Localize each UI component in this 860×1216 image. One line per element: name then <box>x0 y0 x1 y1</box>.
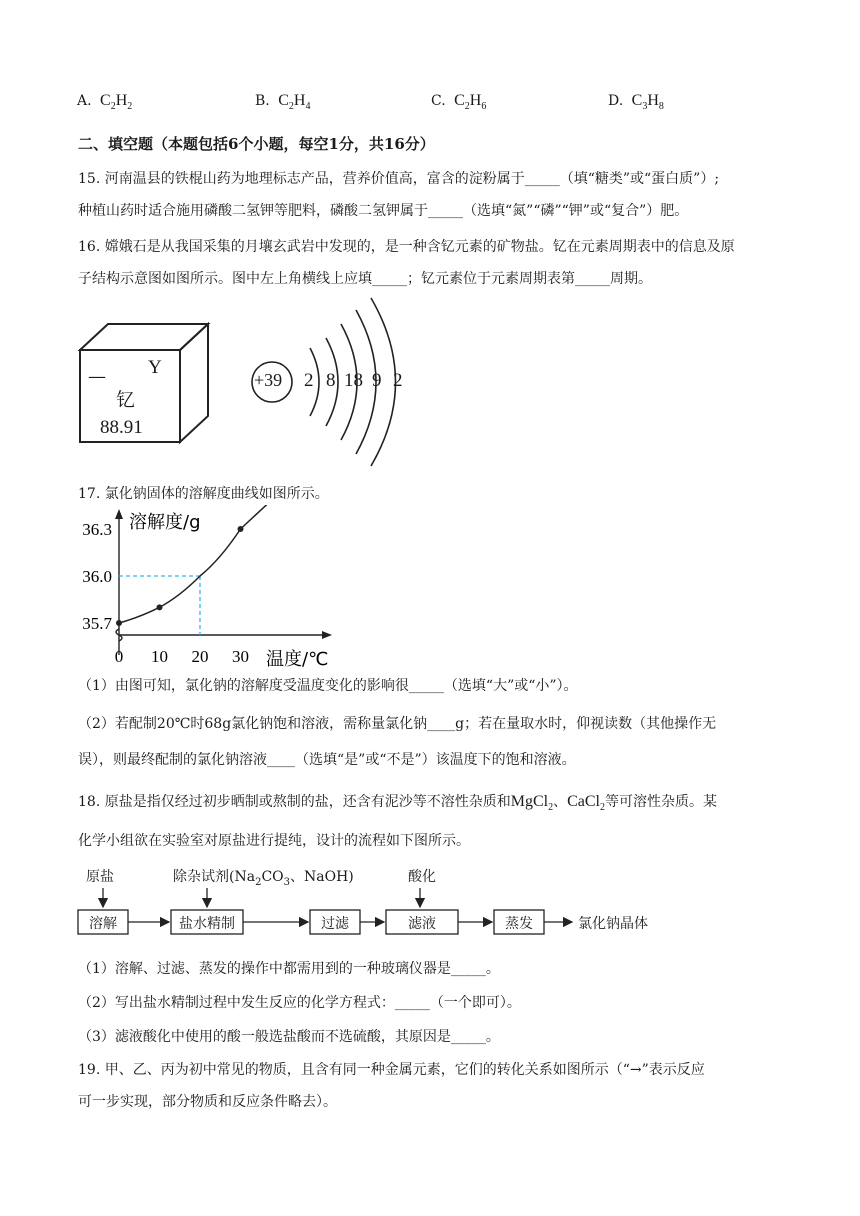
q18-line1: 18. 原盐是指仅经过初步晒制或熬制的盐，还含有泥沙等不溶性杂质和MgCl$_2$、CaCl$_2$等可溶性杂质。某 <box>78 793 717 814</box>
flow-top-2: 除杂试剂($Na_2CO_3$、NaOH) <box>173 869 354 888</box>
atom-nucleus: +39 <box>254 370 283 390</box>
y-tick-label: 35.7 <box>82 614 112 633</box>
y-tick-label: 36.3 <box>82 519 112 539</box>
q17-sub1: （1）由图可知，氯化钠的溶解度受温度变化的影响很_____（选填“大”或“小”）。 <box>78 678 578 694</box>
solubility-chart <box>70 505 340 670</box>
flow-box-filter: 过滤 <box>321 916 349 932</box>
element-name: 钇 <box>116 389 136 411</box>
q17-sub2-line2: 误），则最终配制的氯化钠溶液____（选填“是”或“不是”）该温度下的饱和溶液。 <box>78 752 576 768</box>
option-a: A. $C_2H_2$ <box>77 92 133 113</box>
y-axis-arrow <box>115 509 123 519</box>
flow-end: 氯化钠晶体 <box>578 916 648 932</box>
element-blank: — <box>88 366 106 387</box>
flow-box-evaporate: 蒸发 <box>505 916 533 932</box>
data-point <box>116 620 122 626</box>
section-heading: 二、填空题（本题包括6个小题，每空1分，共16分） <box>78 135 435 153</box>
atom-shell-1: 2 <box>304 370 314 391</box>
flow-top-3: 酸化 <box>408 869 436 885</box>
x-tick-label: 0 <box>114 647 124 666</box>
q18-sub1: （1）溶解、过滤、蒸发的操作中都需用到的一种玻璃仪器是_____。 <box>78 961 500 977</box>
q17-sub2-line1: （2）若配制20℃时68g氯化钠饱和溶液，需称量氯化钠____g；若在量取水时，仰视读数（其他操作无 <box>78 716 717 732</box>
atom-shell-5: 2 <box>393 370 403 391</box>
q17-title: 17. 氯化钠固体的溶解度曲线如图所示。 <box>78 486 329 502</box>
option-c: C. $C_2H_6$ <box>431 92 487 113</box>
q16-line1: 16. 嫦娥石是从我国采集的月壤玄武岩中发现的，是一种含钇元素的矿物盐。钇在元素周期表中的信息及原 <box>78 239 735 255</box>
x-tick-label: 20 <box>191 647 209 666</box>
x-axis-label: 温度/℃ <box>266 649 329 670</box>
q19-line1: 19. 甲、乙、丙为初中常见的物质，且含有同一种金属元素，它们的转化关系如图所示（“→”表示反应 <box>78 1062 705 1078</box>
option-d: D. $C_3H_8$ <box>608 92 664 113</box>
element-symbol: Y <box>148 357 162 378</box>
q16-line2: 子结构示意图如图所示。图中左上角横线上应填_____；钇元素位于元素周期表第_____周期。 <box>78 271 652 287</box>
element-mass: 88.91 <box>100 417 143 438</box>
atom-shell-2: 8 <box>326 370 336 391</box>
atom-shell-4: 9 <box>372 370 382 391</box>
q19-line2: 可一步实现，部分物质和反应条件略去）。 <box>78 1094 337 1110</box>
q18-sub3: （3）滤液酸化中使用的酸一般选盐酸而不选硫酸，其原因是_____。 <box>78 1029 500 1045</box>
data-point <box>157 604 163 610</box>
q18-sub2: （2）写出盐水精制过程中发生反应的化学方程式：_____（一个即可）。 <box>78 995 521 1011</box>
y-axis-label: 溶解度/g <box>129 512 201 533</box>
q18-line2: 化学小组欲在实验室对原盐进行提纯，设计的流程如下图所示。 <box>78 833 470 849</box>
data-point <box>238 526 244 532</box>
x-tick-label: 10 <box>151 647 168 666</box>
flow-top-1: 原盐 <box>86 869 114 885</box>
q15-line1: 15. 河南温县的铁棍山药为地理标志产品，营养价值高，富含的淀粉属于_____（填“糖类”或“蛋白质”）; <box>78 171 720 187</box>
option-b: B. $C_2H_4$ <box>255 92 311 113</box>
flow-box-filtrate: 滤液 <box>408 916 436 932</box>
x-tick-label: 30 <box>232 647 249 666</box>
atom-shell-3: 18 <box>344 370 363 391</box>
flow-box-refine: 盐水精制 <box>179 916 235 932</box>
flow-box-dissolve: 溶解 <box>89 916 117 932</box>
x-axis-arrow <box>322 631 332 639</box>
y-tick-label: 36.0 <box>82 566 112 586</box>
q15-line2: 种植山药时适合施用磷酸二氢钾等肥料，磷酸二氢钾属于_____（选填“氮”“磷”“钾”或“复合”）肥。 <box>78 203 689 219</box>
